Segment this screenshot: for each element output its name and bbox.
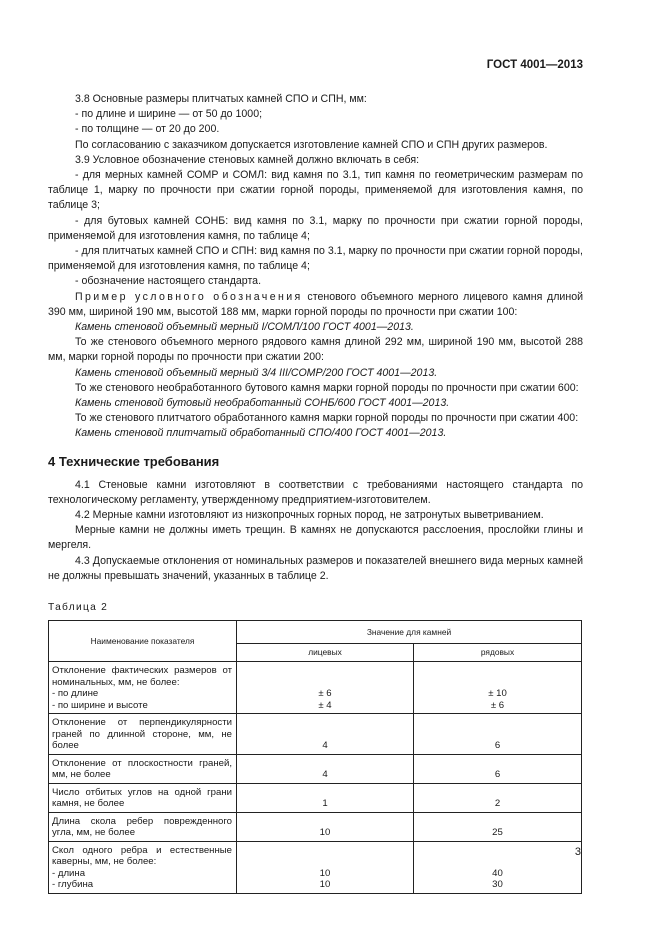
value-cell-row	[414, 783, 582, 812]
paragraph: Камень стеновой бутовый необработанный СОНБ/600 ГОСТ 4001—2013.	[75, 397, 450, 410]
paragraph: 4.2 Мерные камни изготовляют из низкопрочных горных пород, не затронутых выветриванием.	[75, 509, 544, 522]
page-content	[48, 92, 583, 894]
table-row	[49, 783, 582, 812]
table-row	[49, 754, 582, 783]
table-row	[49, 714, 582, 755]
table-row	[49, 662, 582, 714]
value: 10	[319, 879, 331, 891]
value: ± 6	[490, 699, 505, 711]
paragraph: - по длине и ширине — от 50 до 1000;	[75, 108, 263, 121]
indicator-name-cell	[49, 841, 237, 893]
paragraph: То же стенового необработанного бутового камня марки горной породы по прочности при сжатии 600:	[75, 381, 579, 394]
indicator-name-line: - глубина	[52, 879, 94, 891]
paragraph: 4.3 Допускаемые отклонения от номинальных размеров и показателей внешнего вида мерных камней не должны превышать значений, указанных в таблице 2.	[48, 554, 583, 582]
table-row	[49, 812, 582, 841]
indicator-name-line: - по ширине и высоте	[52, 699, 148, 711]
indicator-name-line: - по длине	[52, 688, 99, 700]
table-row	[49, 841, 582, 893]
value-cell-row	[414, 714, 582, 755]
indicator-name-cell	[49, 812, 237, 841]
value: ± 6	[318, 688, 332, 700]
clause-3-text	[48, 92, 583, 442]
paragraph: 3.8 Основные размеры плитчатых камней СПО и СПН, мм:	[75, 93, 367, 105]
value-cell-face	[237, 841, 414, 893]
column-header-group: Значение для камней	[237, 621, 582, 644]
paragraph: Камень стеновой объемный мерный 3/4 III/СОМР/200 ГОСТ 4001—2013.	[75, 366, 438, 379]
paragraph: - для мерных камней СОМР и СОМЛ: вид камня по 3.1, тип камня по геометрическим размерам по таблице 1, марку по прочности при сжатии горной породы, применяемой для изготовления камня, по таблице 3;	[48, 169, 583, 212]
value-cell-row	[414, 662, 582, 714]
example-label: Пример условного обозначения	[75, 290, 303, 303]
paragraph	[48, 290, 583, 320]
paragraph: 4.1 Стеновые камни изготовляют в соответствии с требованиями настоящего стандарта по технологическому регламенту, утвержденному предприятием-изготовителем.	[48, 478, 583, 506]
value-cell-face	[237, 662, 414, 714]
paragraph: - обозначение настоящего стандарта.	[75, 275, 262, 288]
paragraph: По согласованию с заказчиком допускается изготовление камней СПО и СПН других размеров.	[75, 138, 548, 151]
paragraph: То же стенового объемного мерного рядового камня длиной 292 мм, шириной 190 мм, высотой 288 мм, марки горной породы по прочности при сжатии 200:	[48, 336, 583, 364]
paragraph: - для бутовых камней СОНБ: вид камня по 3.1, марку по прочности при сжатии горной породы, применяемой для изготовления камня, по таблице 4;	[48, 214, 583, 242]
value: 30	[492, 879, 503, 891]
column-header-face: лицевых	[237, 644, 414, 662]
value-cell-row	[414, 754, 582, 783]
indicator-name-line: Число отбитых углов на одной грани камня, не более	[52, 786, 232, 810]
table-2	[48, 620, 582, 894]
value: 4	[322, 740, 328, 752]
indicator-name-line: Отклонение фактических размеров от номинальных, мм, не более:	[52, 665, 232, 688]
indicator-name-line: Длина скола ребер поврежденного угла, мм, не более	[52, 815, 232, 839]
column-header-row: рядовых	[414, 644, 582, 662]
value: 6	[494, 740, 501, 752]
value-cell-row	[414, 812, 582, 841]
value: 10	[319, 867, 331, 879]
paragraph: - по толщине — от 20 до 200.	[75, 123, 220, 136]
value-cell-row	[414, 841, 582, 893]
paragraph: - для плитчатых камней СПО и СПН: вид камня по 3.1, марку по прочности при сжатии горной породы, применяемой для изготовления камня, по таблице 4;	[48, 245, 583, 273]
value: 4	[322, 769, 328, 781]
value-cell-face	[237, 714, 414, 755]
indicator-name-line: Отклонение от плоскостности граней, мм, не более	[52, 757, 232, 781]
table-caption: Таблица 2	[48, 602, 109, 614]
value: 25	[492, 827, 503, 839]
indicator-name-cell	[49, 662, 237, 714]
indicator-name-line: Скол одного ребра и естественные каверны, мм, не более:	[52, 844, 232, 868]
paragraph: То же стенового плитчатого обработанного камня марки горной породы по прочности при сжатии 400:	[75, 412, 579, 425]
value: 2	[494, 798, 501, 810]
value: ± 4	[318, 699, 332, 711]
indicator-name-line: - длина	[52, 867, 86, 879]
indicator-name-line: Отклонение от перпендикулярности граней по длинной стороне, мм, не более	[52, 717, 232, 752]
value-cell-face	[237, 754, 414, 783]
page-number: 3	[574, 846, 581, 858]
paragraph: Камень стеновой объемный мерный I/СОМЛ/100 ГОСТ 4001—2013.	[75, 321, 414, 334]
indicator-name-cell	[49, 783, 237, 812]
value-cell-face	[237, 812, 414, 841]
section-4-title: 4 Технические требования	[48, 453, 220, 469]
column-header-name: Наименование показателя	[49, 621, 237, 662]
paragraph: Камень стеновой плитчатый обработанный СПО/400 ГОСТ 4001—2013.	[75, 427, 447, 440]
value: 1	[322, 798, 328, 810]
document-code: ГОСТ 4001—2013	[486, 59, 583, 71]
clause-4-text	[48, 478, 583, 584]
value: ± 10	[488, 688, 507, 700]
value: 10	[319, 827, 331, 839]
indicator-name-cell	[49, 754, 237, 783]
indicator-name-cell	[49, 714, 237, 755]
example-text: стенового объемного мерного лицевого камня длиной 390 мм, шириной 190 мм, высотой 188 мм, марки горной породы по прочности при сжатии 100:	[48, 290, 583, 318]
value: 40	[492, 867, 503, 879]
paragraph: Мерные камни не должны иметь трещин. В камнях не допускаются расслоения, прослойки глины и мергеля.	[48, 524, 583, 552]
paragraph: 3.9 Условное обозначение стеновых камней должно включать в себя:	[75, 153, 420, 166]
table-header-row	[49, 621, 582, 644]
value: 6	[494, 769, 501, 781]
value-cell-face	[237, 783, 414, 812]
